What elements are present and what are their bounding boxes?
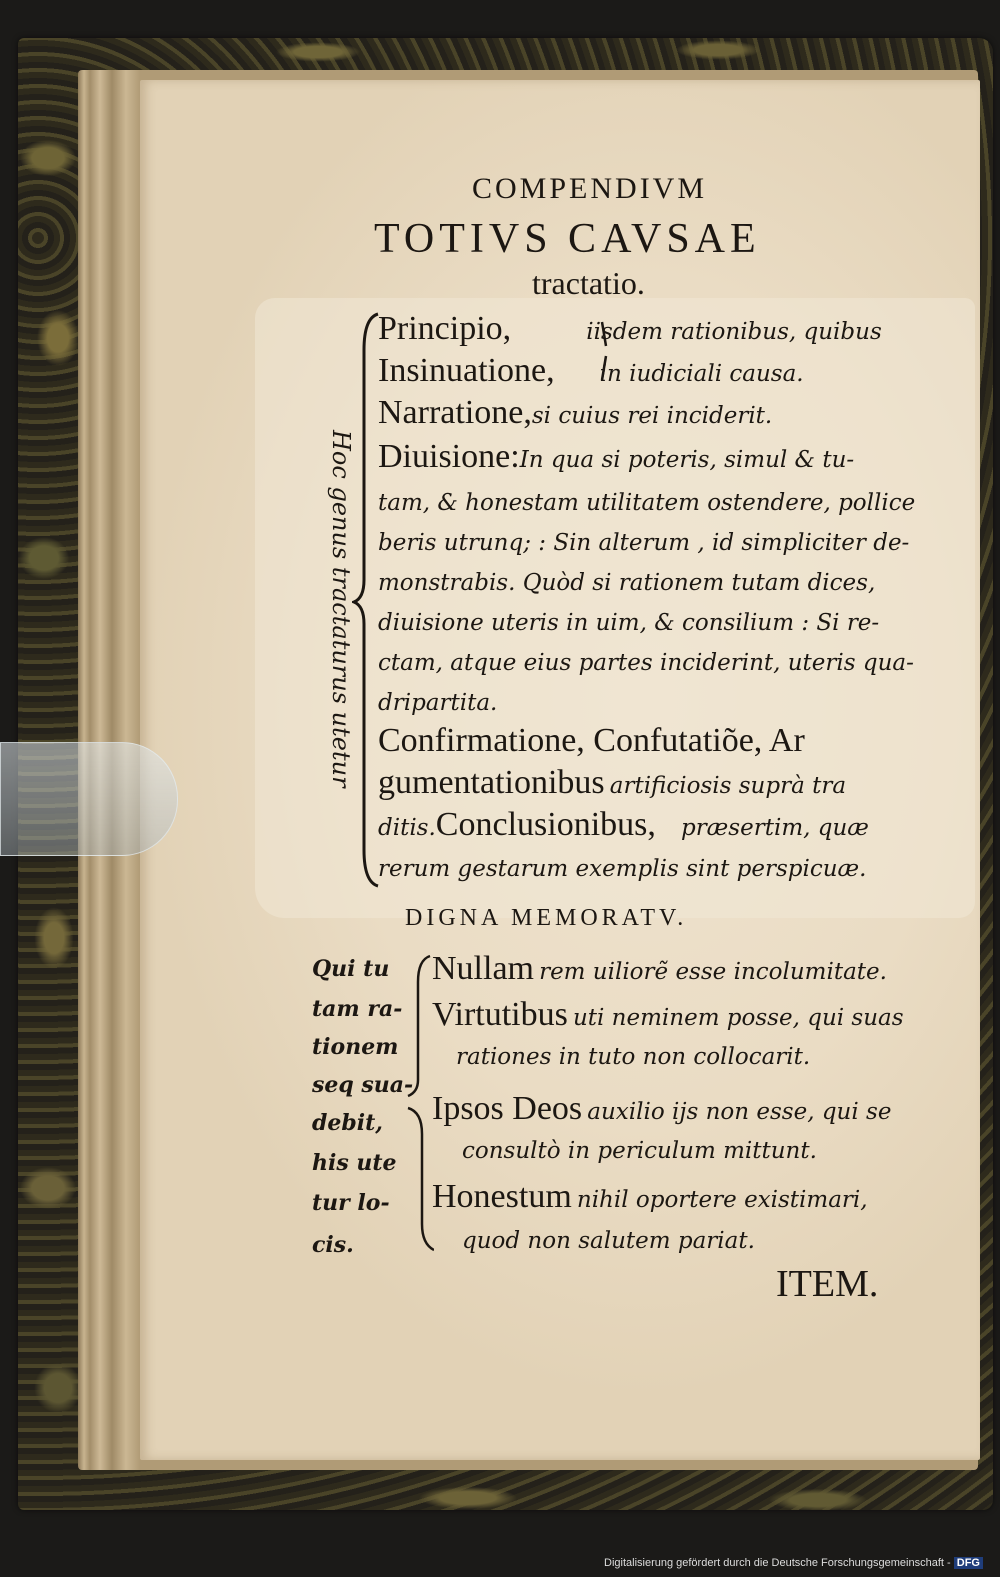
margin-note-line: tam ra-: [312, 996, 403, 1022]
memorata-line: consultò in periculum mittunt.: [462, 1138, 817, 1164]
line-narratione: Narratione,si cuius rei inciderit.: [378, 394, 773, 431]
memorata-line: Honestum nihil oportere existimari,: [432, 1178, 868, 1215]
line-rerum-gestarum: rerum gestarum exemplis sint perspicuæ.: [378, 856, 867, 882]
memorata-line: Virtutibus uti neminem posse, qui suas: [432, 996, 904, 1033]
line-argumentationibus: gumentationibus artificiosis suprà tra: [378, 764, 847, 801]
page-marker-tab: [0, 742, 178, 856]
memorata-line: quod non salutem pariat.: [462, 1228, 755, 1254]
catchword: ITEM.: [776, 1263, 879, 1305]
margin-note-line: tionem: [312, 1034, 399, 1060]
margin-note-line: tur lo-: [312, 1190, 390, 1216]
line-diuisione-2: tam, & honestam utilitatem ostendere, pollice: [378, 490, 916, 516]
margin-note-line: his ute: [312, 1150, 397, 1176]
dfg-logo: DFG: [954, 1557, 983, 1569]
side-note-vertical: Hoc genus tractaturus utetur: [327, 430, 355, 788]
heading-totius-causae: TOTIVS CAVSAE: [374, 216, 761, 262]
line-diuisione-6: ctam, atque eius partes inciderint, uteris qua-: [378, 650, 914, 676]
credit-text: Digitalisierung gefördert durch die Deutsche Forschungsgemeinschaft -: [604, 1557, 951, 1569]
line-conclusionibus: ditis.Conclusionibus, præsertim, quæ: [378, 806, 869, 843]
memorata-line: Nullam rem uiliorẽ esse incolumitate.: [432, 950, 887, 987]
memorata-line: Ipsos Deos auxilio ijs non esse, qui se: [432, 1090, 892, 1127]
line-diuisione-4: monstrabis. Quòd si rationem tutam dices,: [378, 570, 876, 596]
margin-note-line: debit,: [312, 1110, 383, 1136]
subheading-digna-memoratu: DIGNA MEMORATV.: [405, 905, 688, 931]
margin-note-line: Qui tu: [312, 956, 390, 982]
line-principio: Principio, iisdem rationibus, quibus: [378, 310, 882, 347]
line-diuisione-5: diuisione uteris in uim, & consilium : Si re-: [378, 610, 880, 636]
heading-compendium: COMPENDIVM: [472, 172, 708, 205]
heading-tractatio: tractatio.: [532, 265, 645, 301]
line-insinuatione: Insinuatione, in iudiciali causa.: [378, 352, 804, 389]
line-diuisione-3: beris utrunq; : Sin alterum , id simpliciter de-: [378, 530, 910, 556]
margin-note-line: seq sua-: [312, 1072, 414, 1098]
line-diuisione: Diuisione:In qua si poteris, simul & tu-: [378, 438, 855, 475]
upper-memorata-brace-icon: [406, 952, 434, 1102]
lower-memorata-brace-icon: [404, 1104, 434, 1254]
margin-note-line: cis.: [312, 1232, 354, 1258]
line-confirmatione: Confirmatione, Confutatiõe, Ar: [378, 722, 805, 759]
line-diuisione-7: dripartita.: [378, 690, 498, 716]
memorata-line: rationes in tuto non collocarit.: [456, 1044, 811, 1070]
digitization-credit: [604, 1557, 983, 1569]
